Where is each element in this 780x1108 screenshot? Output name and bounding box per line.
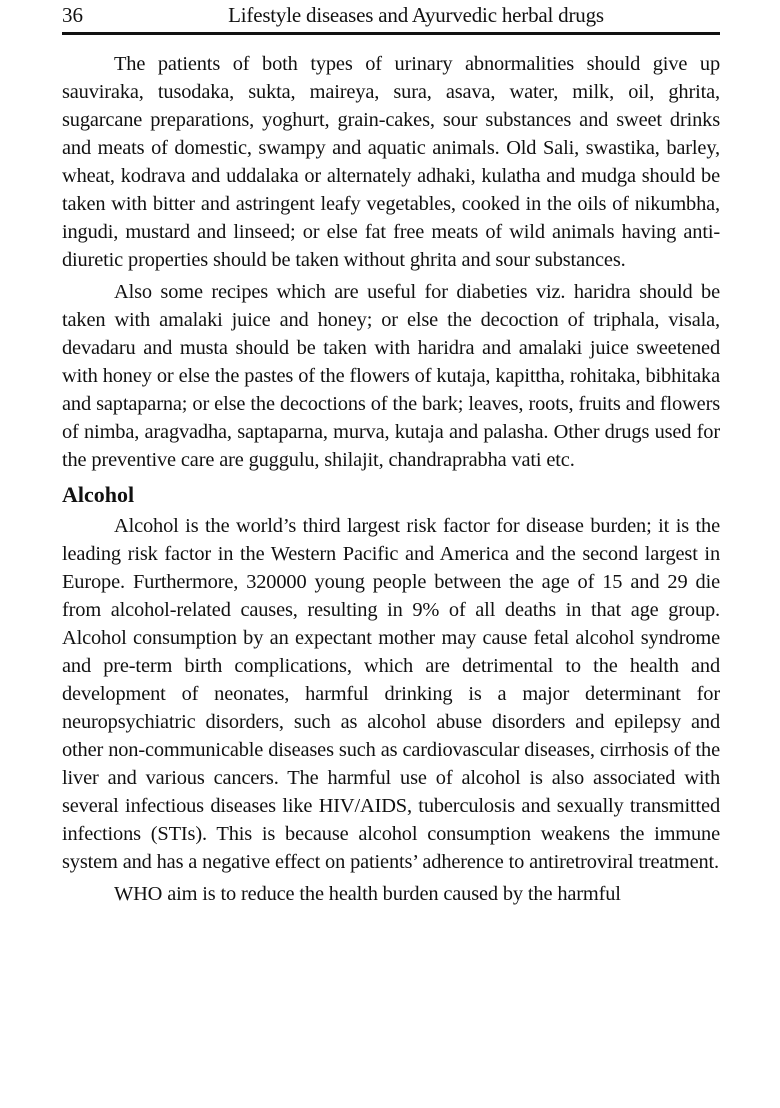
paragraph-diabetes-recipes: Also some recipes which are useful for diabeties viz. haridra should be taken with amalaki juice and honey; or else the decoction of triphala, visala, devadaru and musta should be taken with haridra and amalaki juice sweetened with honey or else the pastes of the flowers of kutaja, kapittha, rohitaka, bibhitaka and saptaparna; or else the decoctions of the bark; leaves, roots, fruits and flowers of nimba, aragvadha, saptaparna, murva, kutaja and palasha. Other drugs used for the preventive care are guggulu, shilajit, chandraprabha vati etc. — [62, 281, 720, 471]
page-number: 36 — [62, 3, 83, 27]
body-text — [62, 50, 720, 908]
section-heading-alcohol: Alcohol — [62, 482, 135, 507]
running-head — [62, 2, 720, 32]
paragraph-alcohol-burden: Alcohol is the world’s third largest risk factor for disease burden; it is the leading risk factor in the Western Pacific and America and the second largest in Europe. Furthermore, 320000 young people between the age of 15 and 29 die from alcohol-related causes, resulting in 9% of all deaths in that age group. Alcohol consumption by an expectant mother may cause fetal alcohol syndrome and pre-term birth complications, which are detrimental to the health and development of neonates, harmful drinking is a major determinant for neuropsychiatric disorders, such as alcohol abuse disorders and epilepsy and other non-communicable diseases such as cardiovascular diseases, cirrhosis of the liver and various cancers. The harmful use of alcohol is also associated with several infectious diseases like HIV/AIDS, tuberculosis and sexually transmitted infections (STIs). This is because alcohol consumption weakens the immune system and has a negative effect on patients’ adherence to antiretroviral treatment. — [62, 515, 720, 873]
paragraph-urinary-diet: The patients of both types of urinary abnormalities should give up sauviraka, tusodaka, sukta, maireya, sura, asava, water, milk, oil, ghrita, sugarcane preparations, yoghurt, grain-cakes, sour substances and sweet drinks and meats of domestic, swampy and aquatic animals. Old Sali, swastika, barley, wheat, kodrava and uddalaka or alternately adhaki, kulatha and mudga should be taken with bitter and astringent leafy vegetables, cooked in the oils of nikumbha, ingudi, mustard and linseed; or else fat free meats of wild animals having anti-diuretic properties should be taken without ghrita and sour substances. — [62, 53, 720, 271]
header-rule — [62, 32, 720, 35]
book-page — [62, 0, 720, 908]
running-title: Lifestyle diseases and Ayurvedic herbal drugs — [228, 3, 604, 27]
paragraph-who-aim: WHO aim is to reduce the health burden caused by the harmful — [114, 883, 621, 905]
